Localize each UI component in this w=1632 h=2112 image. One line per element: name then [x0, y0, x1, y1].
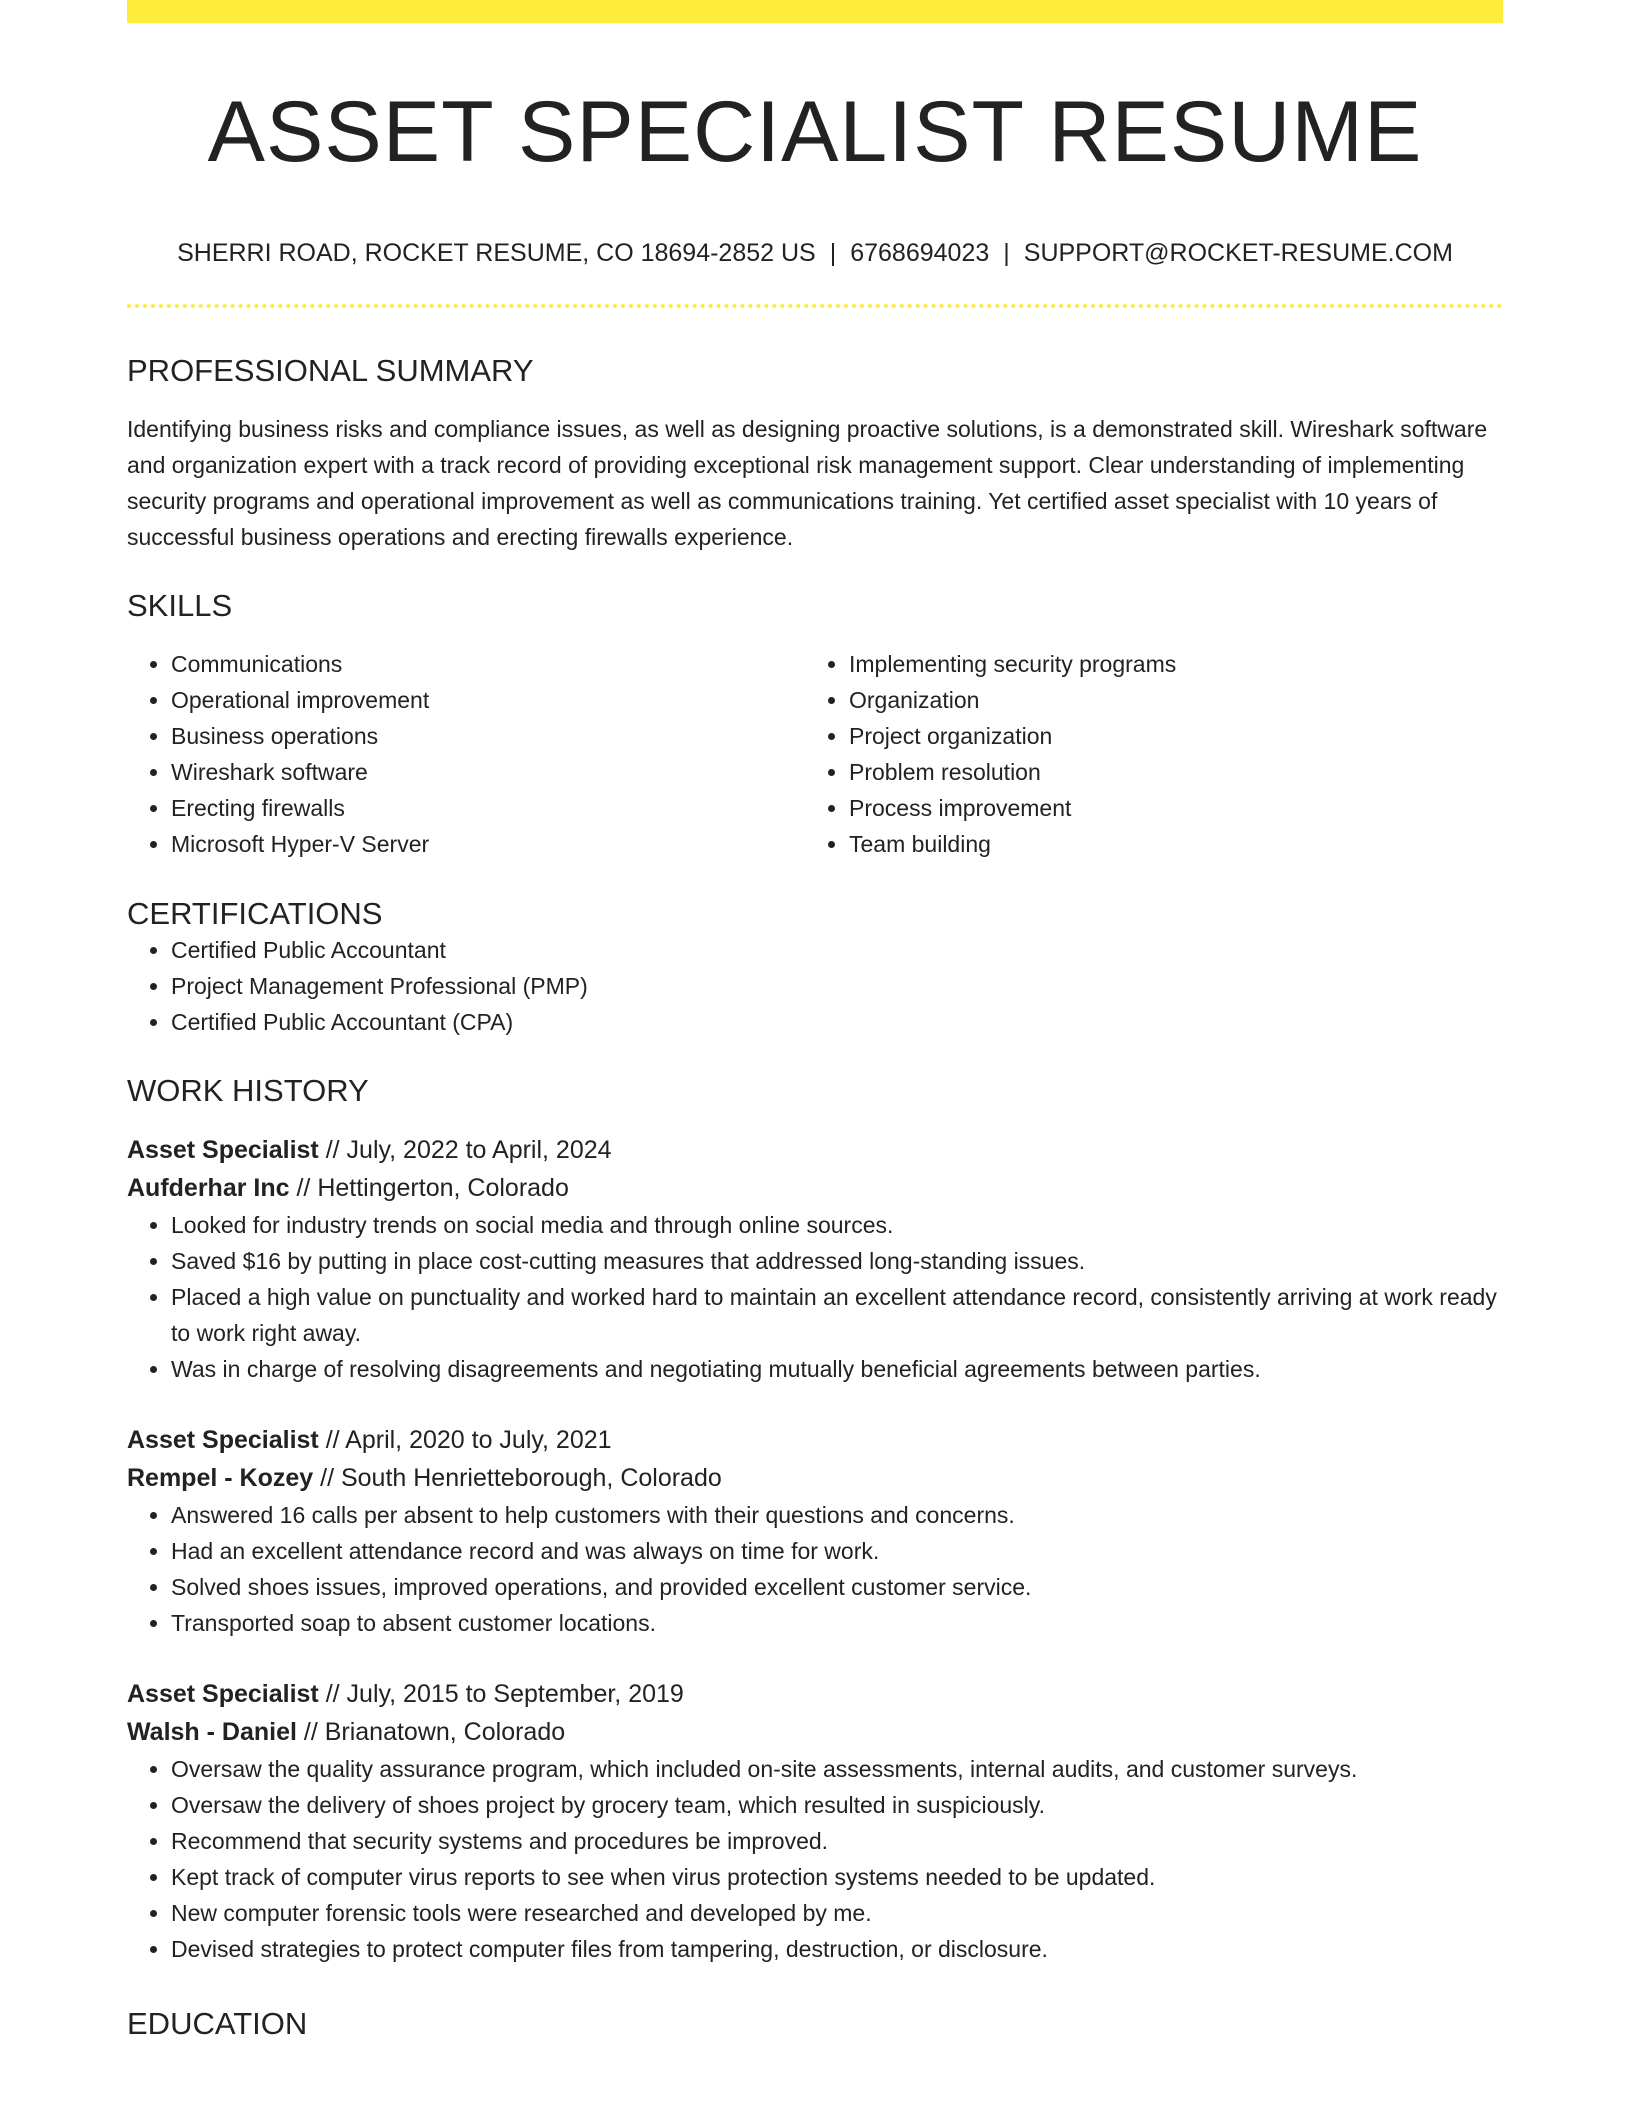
job-title-line — [127, 1131, 1503, 1169]
skill-item: • Team building — [849, 826, 1483, 862]
job-company: Aufderhar Inc — [127, 1174, 290, 1203]
job-title: Asset Specialist — [127, 1426, 319, 1455]
job-duty-item: • Solved shoes issues, improved operations, and provided excellent customer service. — [171, 1569, 1503, 1605]
skill-item: • Process improvement — [849, 790, 1483, 826]
skill-item: • Operational improvement — [171, 682, 805, 718]
contact-separator: | — [829, 238, 837, 267]
skills-list-left — [127, 646, 805, 862]
job-dates: // July, 2022 to April, 2024 — [318, 1136, 612, 1165]
job-title-line — [127, 1675, 1503, 1713]
education-heading: EDUCATION — [127, 2006, 308, 2042]
job-location: // South Henrietteborough, Colorado — [313, 1464, 722, 1493]
contact-address: SHERRI ROAD, ROCKET RESUME, CO 18694-2852 US — [177, 238, 816, 267]
job-duty-item: • Transported soap to absent customer locations. — [171, 1605, 1503, 1641]
skills-columns — [127, 646, 1503, 862]
skill-item: • Communications — [171, 646, 805, 682]
certification-item: • Project Management Professional (PMP) — [171, 968, 1503, 1004]
contact-email: SUPPORT@ROCKET-RESUME.COM — [1023, 238, 1453, 267]
summary-heading: PROFESSIONAL SUMMARY — [127, 352, 534, 388]
certifications-heading: CERTIFICATIONS — [127, 895, 383, 931]
contact-separator: | — [1003, 238, 1010, 267]
job-duty-item: • Looked for industry trends on social media and through online sources. — [171, 1207, 1503, 1243]
skill-item: • Implementing security programs — [849, 646, 1483, 682]
job-duties-list — [127, 1207, 1503, 1387]
job-company-line — [127, 1459, 1503, 1497]
certification-item: • Certified Public Accountant — [171, 932, 1503, 968]
job-duty-item: • Oversaw the delivery of shoes project by grocery team, which resulted in suspiciously. — [171, 1787, 1503, 1823]
skill-item: • Wireshark software — [171, 754, 805, 790]
job-duties-list — [127, 1751, 1503, 1967]
job-duties-list — [127, 1497, 1503, 1641]
job-entry — [127, 1675, 1503, 1967]
job-company-line — [127, 1713, 1503, 1751]
job-title: Asset Specialist — [127, 1680, 319, 1709]
job-location: // Brianatown, Colorado — [296, 1718, 566, 1747]
job-entry — [127, 1131, 1503, 1387]
skills-column-left — [127, 646, 805, 862]
job-company: Rempel - Kozey — [127, 1464, 314, 1493]
job-company: Walsh - Daniel — [127, 1718, 297, 1747]
contact-phone: 6768694023 — [850, 238, 990, 267]
skill-item: • Erecting firewalls — [171, 790, 805, 826]
skill-item: • Business operations — [171, 718, 805, 754]
top-accent-bar — [127, 0, 1503, 23]
job-duty-item: • Kept track of computer virus reports to see when virus protection systems needed to be updated. — [171, 1859, 1503, 1895]
job-duty-item: • Recommend that security systems and procedures be improved. — [171, 1823, 1503, 1859]
skills-list-right — [805, 646, 1483, 862]
skills-heading: SKILLS — [127, 587, 233, 623]
certification-item: • Certified Public Accountant (CPA) — [171, 1004, 1503, 1040]
job-duty-item: • Answered 16 calls per absent to help customers with their questions and concerns. — [171, 1497, 1503, 1533]
skill-item: • Microsoft Hyper-V Server — [171, 826, 805, 862]
job-dates: // April, 2020 to July, 2021 — [318, 1426, 612, 1455]
skill-item: • Problem resolution — [849, 754, 1483, 790]
header-divider — [127, 304, 1503, 308]
skill-item: • Organization — [849, 682, 1483, 718]
certifications-list — [127, 932, 1503, 1040]
contact-line — [127, 238, 1503, 268]
job-company-line — [127, 1169, 1503, 1207]
job-duty-item: • Had an excellent attendance record and was always on time for work. — [171, 1533, 1503, 1569]
job-title-line — [127, 1421, 1503, 1459]
summary-text: Identifying business risks and compliance issues, as well as designing proactive solutions, is a demonstrated skill. Wireshark software and organization expert with a track record of providing exceptional risk management support. Clear understanding of implementing security programs and operational improvement as well as communications training. Yet certified asset specialist with 10 years of successful business operations and erecting firewalls experience. — [127, 415, 1488, 550]
skill-item: • Project organization — [849, 718, 1483, 754]
job-entry — [127, 1421, 1503, 1641]
job-duty-item: • Devised strategies to protect computer files from tampering, destruction, or disclosure. — [171, 1931, 1503, 1967]
resume-page — [127, 0, 1503, 2043]
job-title: Asset Specialist — [127, 1136, 319, 1165]
job-duty-item: • Placed a high value on punctuality and worked hard to maintain an excellent attendance record, consistently arriving at work ready to work right away. — [171, 1279, 1503, 1351]
skills-column-right — [805, 646, 1483, 862]
job-duty-item: • New computer forensic tools were researched and developed by me. — [171, 1895, 1503, 1931]
job-location: // Hettingerton, Colorado — [289, 1174, 569, 1203]
work-history-heading: WORK HISTORY — [127, 1073, 369, 1109]
job-dates: // July, 2015 to September, 2019 — [318, 1680, 684, 1709]
resume-title: ASSET SPECIALIST RESUME — [207, 84, 1423, 180]
job-duty-item: • Saved $16 by putting in place cost-cutting measures that addressed long-standing issues. — [171, 1243, 1503, 1279]
job-duty-item: • Oversaw the quality assurance program, which included on-site assessments, internal audits, and customer surveys. — [171, 1751, 1503, 1787]
job-duty-item: • Was in charge of resolving disagreements and negotiating mutually beneficial agreements between parties. — [171, 1351, 1503, 1387]
